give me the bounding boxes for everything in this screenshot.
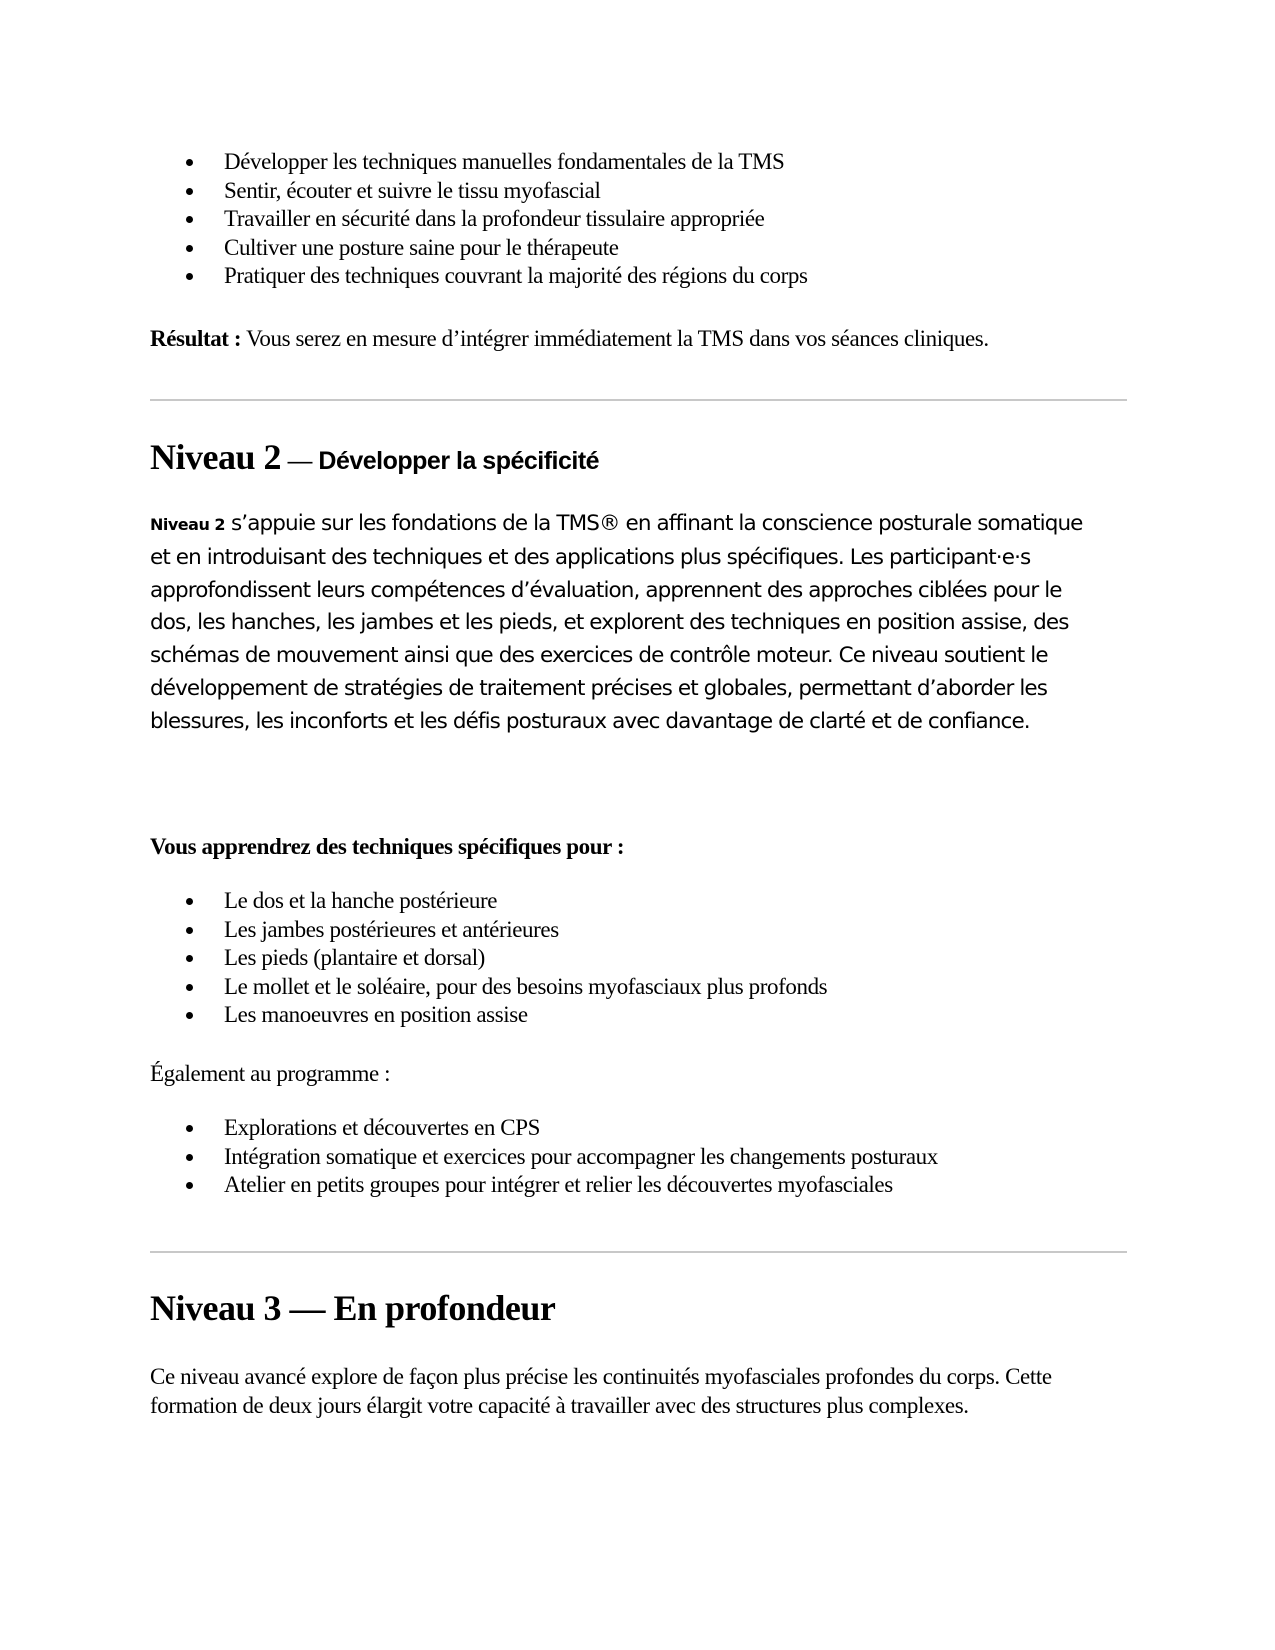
bullet-icon [186,1182,193,1189]
list-item: Cultiver une posture saine pour le thérapeute [186,234,808,263]
level2-heading: Niveau 2 — Développer la spécificité [150,437,600,477]
list-item: Les jambes postérieures et antérieures [186,916,827,945]
list-item: Pratiquer des techniques couvrant la majorité des régions du corps [186,262,808,291]
section-divider [150,399,1127,401]
bullet-icon [186,273,193,280]
list-item: Le dos et la hanche postérieure [186,887,827,916]
list-item: Les pieds (plantaire et dorsal) [186,944,827,973]
also-heading: Également au programme : [150,1061,391,1086]
result-paragraph [150,324,989,353]
list-item: Atelier en petits groupes pour intégrer et relier les découvertes myofasciales [186,1171,938,1200]
bullet-icon [186,927,193,934]
bullet-icon [186,898,193,905]
bullet-icon [186,1125,193,1132]
bullet-icon [186,159,193,166]
list-item: Travailler en sécurité dans la profondeur tissulaire appropriée [186,205,808,234]
bullet-icon [186,955,193,962]
result-text: Vous serez en mesure d’intégrer immédiatement la TMS dans vos séances cliniques. [241,326,989,351]
bullet-icon [186,1012,193,1019]
list-item: Intégration somatique et exercices pour accompagner les changements posturaux [186,1143,938,1172]
level2-subtitle: Développer la spécificité [318,447,600,475]
bullet-icon [186,216,193,223]
list-item: Le mollet et le soléaire, pour des besoins myofasciaux plus profonds [186,973,827,1002]
bullet-icon [186,245,193,252]
list-item: Développer les techniques manuelles fondamentales de la TMS [186,148,808,177]
level3-heading: Niveau 3 — En profondeur [150,1288,556,1328]
result-label: Résultat : [150,326,242,351]
section-divider [150,1251,1127,1253]
learn-heading: Vous apprendrez des techniques spécifiques pour : [150,834,625,859]
list-item: Les manoeuvres en position assise [186,1001,827,1030]
level2-description: Niveau 2 s’appuie sur les fondations de la TMS® en affinant la conscience posturale somatique et en introduisant des techniques et des applications plus spécifiques. Les participant·e·s approfondissent leurs compétences d’évaluation, apprennent des approches ciblées pour le dos, les hanches, les jambes et les pieds, et explorent des techniques en position assise, des schémas de mouvement ainsi que des exercices de contrôle moteur. Ce niveau soutient le développement de stratégies de traitement précises et globales, permettant d’aborder les blessures, les inconforts et les défis posturaux avec davantage de clarté et de confiance. [150,511,1083,734]
list-item: Explorations et découvertes en CPS [186,1114,938,1143]
also-bullet-list [186,1114,938,1200]
list-item: Sentir, écouter et suivre le tissu myofascial [186,177,808,206]
bullet-icon [186,1154,193,1161]
level3-description: Ce niveau avancé explore de façon plus précise les continuités myofasciales profondes du corps. Cette formation de deux jours élargit votre capacité à travailler avec des structures plus complexes. [150,1364,1052,1418]
intro-bullet-list [186,148,808,291]
bullet-icon [186,984,193,991]
learn-bullet-list [186,887,827,1030]
level2-intro-bold: Niveau 2 [150,515,226,534]
bullet-icon [186,188,193,195]
